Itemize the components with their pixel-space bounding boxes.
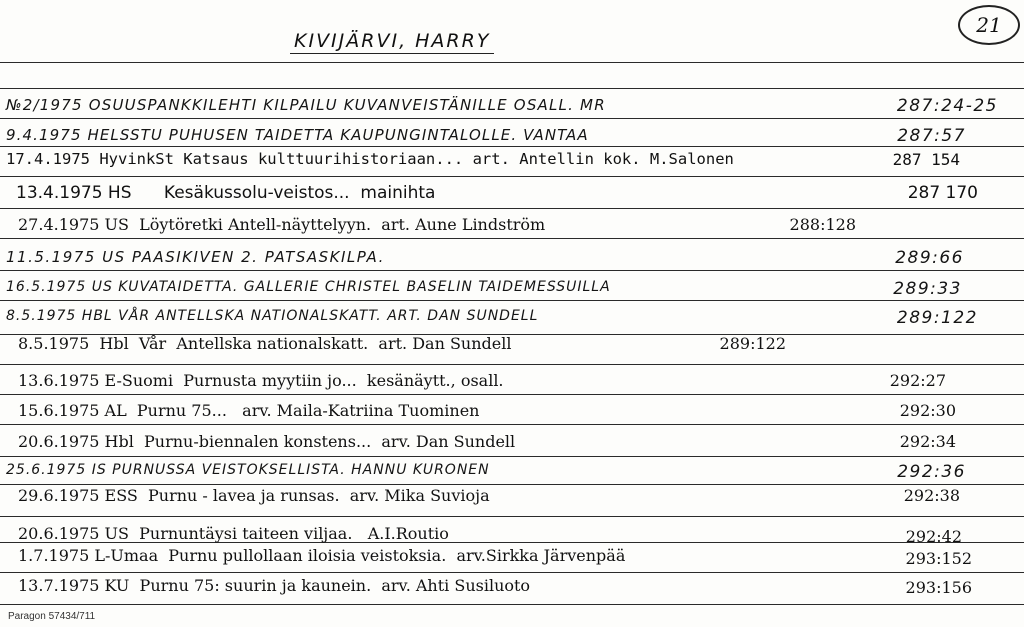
entry-ref: 287 170 bbox=[907, 183, 978, 203]
entry-text: №2/1975 OSUUSPANKKILEHTI KILPAILU KUVANVEISTÄNILLE OSALL. MR bbox=[6, 96, 606, 114]
rule-line bbox=[0, 364, 1024, 365]
entry-ref: 292:42 bbox=[905, 527, 962, 546]
entry-text: 15.6.1975 AL Purnu 75... arv. Maila-Katriina Tuominen bbox=[18, 401, 480, 420]
card-footer: Paragon 57434/711 bbox=[8, 611, 96, 622]
entry-text: 11.5.1975 US PAASIKIVEN 2. PATSASKILPA. bbox=[6, 248, 385, 266]
rule-line bbox=[0, 516, 1024, 517]
entry-ref: 288:128 bbox=[789, 215, 856, 234]
rule-line bbox=[0, 604, 1024, 605]
entry-ref: 292:27 bbox=[889, 371, 946, 390]
entry-text: 16.5.1975 US KUVATAIDETTA. GALLERIE CHRISTEL BASELIN TAIDEMESSUILLA bbox=[6, 279, 611, 295]
entry-text: 25.6.1975 IS PURNUSSA VEISTOKSELLISTA. HANNU KURONEN bbox=[6, 462, 490, 478]
entry-text: 8.5.1975 HBL VÅR ANTELLSKA NATIONALSKATT. ART. DAN SUNDELL bbox=[6, 308, 539, 324]
rule-line bbox=[0, 146, 1024, 147]
entry-text: 13.4.1975 HS Kesäkussolu-veistos... mainihta bbox=[16, 183, 436, 203]
entry-text: 20.6.1975 US Purnuntäysi taiteen viljaa. A.I.Routio bbox=[18, 524, 449, 543]
entry-ref: 292:34 bbox=[899, 432, 956, 451]
entry-ref: 292:36 bbox=[897, 462, 966, 482]
rule-line bbox=[0, 270, 1024, 271]
rule-line bbox=[0, 572, 1024, 573]
entry-ref: 293:152 bbox=[905, 549, 972, 568]
entry-ref: 287 154 bbox=[892, 150, 960, 169]
entry-ref: 292:30 bbox=[899, 401, 956, 420]
entry-text: 8.5.1975 Hbl Vår Antellska nationalskatt. art. Dan Sundell bbox=[18, 334, 512, 353]
entry-ref: 289:66 bbox=[895, 248, 964, 268]
entry-ref: 289:33 bbox=[893, 279, 962, 299]
entry-ref: 287:24-25 bbox=[896, 96, 998, 116]
entry-text: 17.4.1975 HyvinkSt Katsaus kulttuurihistoriaan... art. Antellin kok. M.Salonen bbox=[6, 150, 734, 168]
card-title: KIVIJÄRVI, HARRY bbox=[290, 30, 494, 54]
entry-text: 27.4.1975 US Löytöretki Antell-näyttelyyn. art. Aune Lindström bbox=[18, 215, 546, 234]
entry-text: 29.6.1975 ESS Purnu - lavea ja runsas. arv. Mika Suvioja bbox=[18, 486, 490, 505]
page-number-circle: 21 bbox=[958, 5, 1020, 45]
rule-line bbox=[0, 484, 1024, 485]
rule-line bbox=[0, 394, 1024, 395]
rule-line bbox=[0, 424, 1024, 425]
rule-line bbox=[0, 118, 1024, 119]
rule-line bbox=[0, 62, 1024, 63]
entry-text: 20.6.1975 Hbl Purnu-biennalen konstens... arv. Dan Sundell bbox=[18, 432, 516, 451]
entry-ref: 292:38 bbox=[903, 486, 960, 505]
entry-ref: 289:122 bbox=[719, 334, 786, 353]
rule-line bbox=[0, 176, 1024, 177]
rule-line bbox=[0, 238, 1024, 239]
rule-line bbox=[0, 300, 1024, 301]
entry-text: 1.7.1975 L-Umaa Purnu pullollaan iloisia veistoksia. arv.Sirkka Järvenpää bbox=[18, 546, 626, 565]
entry-ref: 289:122 bbox=[896, 308, 978, 328]
rule-line bbox=[0, 88, 1024, 89]
entry-text: 13.6.1975 E-Suomi Purnusta myytiin jo... kesänäytt., osall. bbox=[18, 371, 504, 390]
entry-text: 13.7.1975 KU Purnu 75: suurin ja kaunein. arv. Ahti Susiluoto bbox=[18, 576, 531, 595]
rule-line bbox=[0, 456, 1024, 457]
entry-text: 9.4.1975 HELSSTU PUHUSEN TAIDETTA KAUPUNGINTALOLLE. VANTAA bbox=[6, 126, 589, 144]
entry-ref: 287:57 bbox=[897, 126, 966, 146]
entry-ref: 293:156 bbox=[905, 578, 972, 597]
rule-line bbox=[0, 208, 1024, 209]
